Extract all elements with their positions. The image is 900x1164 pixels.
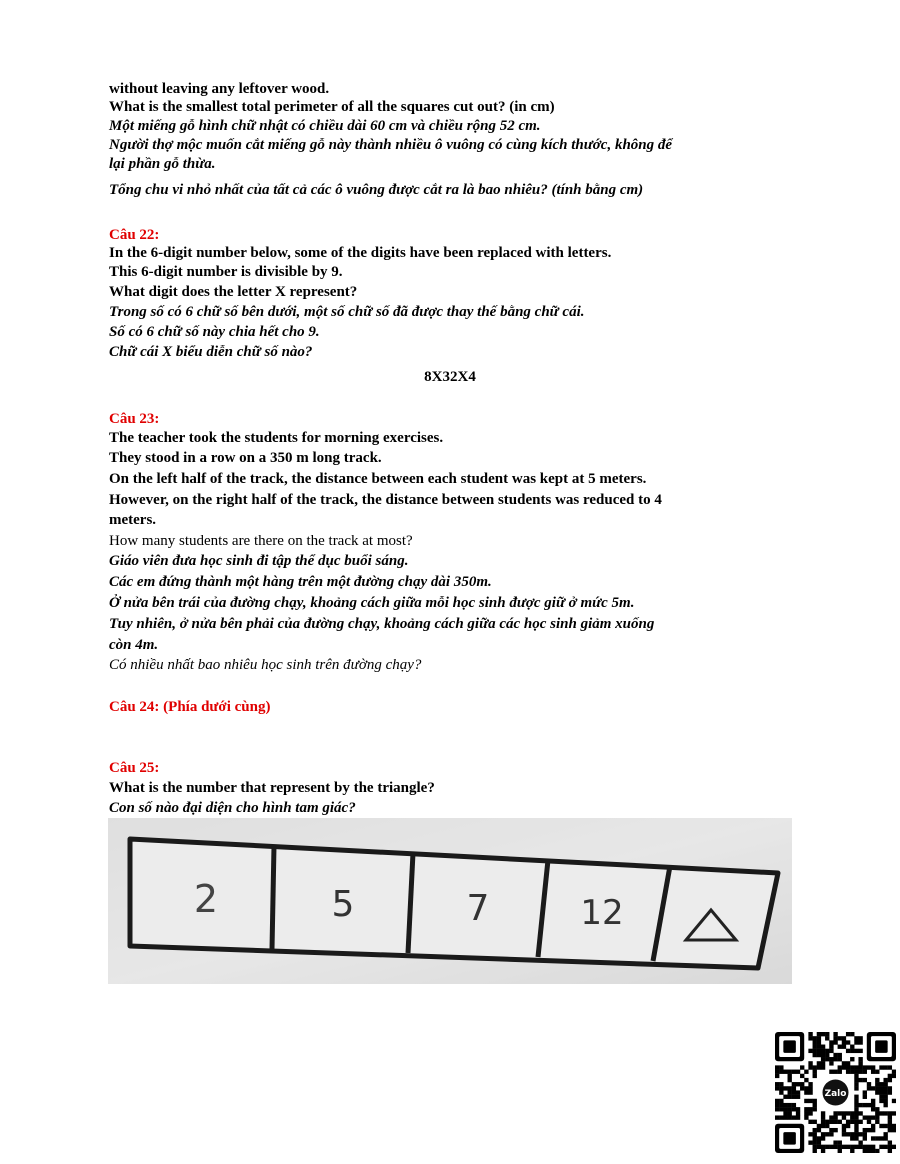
- q22-line-3: What digit does the letter X represent?: [109, 284, 358, 300]
- intro-line-1: without leaving any leftover wood.: [109, 81, 330, 97]
- intro-line-3: Một miếng gỗ hình chữ nhật có chiều dài 60 cm và chiều rộng 52 cm.: [109, 118, 541, 134]
- box-number-3: 7: [466, 888, 490, 929]
- q22-line-5: Số có 6 chữ số này chia hết cho 9.: [109, 324, 320, 340]
- qr-finder: [867, 1032, 896, 1061]
- box-number-4: 12: [580, 893, 624, 933]
- q23-line-3: On the left half of the track, the distance between each student was kept at 5 meters.: [109, 471, 647, 487]
- box-number-2: 5: [331, 884, 355, 925]
- qr-code: [775, 1032, 896, 1153]
- q25-line-2: Con số nào đại diện cho hình tam giác?: [109, 800, 356, 816]
- q22-number: 8X32X4: [424, 369, 476, 385]
- q22-line-6: Chữ cái X biểu diễn chữ số nào?: [109, 344, 313, 360]
- q23-line-2: They stood in a row on a 350 m long track.: [109, 450, 382, 466]
- box-number-1: 2: [193, 877, 219, 921]
- q22-heading: Câu 22:: [109, 227, 160, 243]
- q22-line-1: In the 6-digit number below, some of the digits have been replaced with letters.: [109, 245, 612, 261]
- boxes-photo: [108, 818, 792, 984]
- q23-line-10: Tuy nhiên, ở nửa bên phải của đường chạy, khoảng cách giữa các học sinh giảm xuống: [109, 616, 655, 632]
- intro-line-6: Tổng chu vi nhỏ nhất của tất cả các ô vuông được cắt ra là bao nhiêu? (tính bằng cm): [109, 182, 644, 198]
- q23-line-7: Giáo viên đưa học sinh đi tập thể dục buổi sáng.: [109, 553, 409, 569]
- q24-heading: Câu 24: (Phía dưới cùng): [109, 699, 271, 715]
- q23-line-4: However, on the right half of the track, the distance between students was reduced to 4: [109, 492, 662, 508]
- intro-line-5: lại phần gỗ thừa.: [109, 156, 216, 172]
- q22-line-4: Trong số có 6 chữ số bên dưới, một số chữ số đã được thay thế bằng chữ cái.: [109, 304, 585, 320]
- q25-heading: Câu 25:: [109, 760, 160, 776]
- q22-line-2: This 6-digit number is divisible by 9.: [109, 264, 343, 280]
- q23-line-12: Có nhiều nhất bao nhiêu học sinh trên đường chạy?: [109, 657, 422, 673]
- q23-heading: Câu 23:: [109, 411, 160, 427]
- q23-line-6: How many students are there on the track at most?: [109, 533, 413, 549]
- q23-line-11: còn 4m.: [109, 637, 159, 653]
- q23-line-1: The teacher took the students for morning exercises.: [109, 430, 444, 446]
- q23-line-8: Các em đứng thành một hàng trên một đường chạy dài 350m.: [109, 574, 492, 590]
- zalo-logo-text: Zalo: [824, 1089, 847, 1099]
- q23-line-5: meters.: [109, 512, 157, 528]
- q23-line-9: Ở nửa bên trái của đường chạy, khoảng cách giữa mỗi học sinh được giữ ở mức 5m.: [109, 595, 635, 611]
- qr-finder: [775, 1124, 804, 1153]
- intro-line-4: Người thợ mộc muốn cắt miếng gỗ này thành nhiều ô vuông có cùng kích thước, không để: [109, 137, 673, 153]
- qr-finder: [775, 1032, 804, 1061]
- intro-line-2: What is the smallest total perimeter of all the squares cut out? (in cm): [109, 99, 555, 115]
- q25-line-1: What is the number that represent by the triangle?: [109, 780, 435, 796]
